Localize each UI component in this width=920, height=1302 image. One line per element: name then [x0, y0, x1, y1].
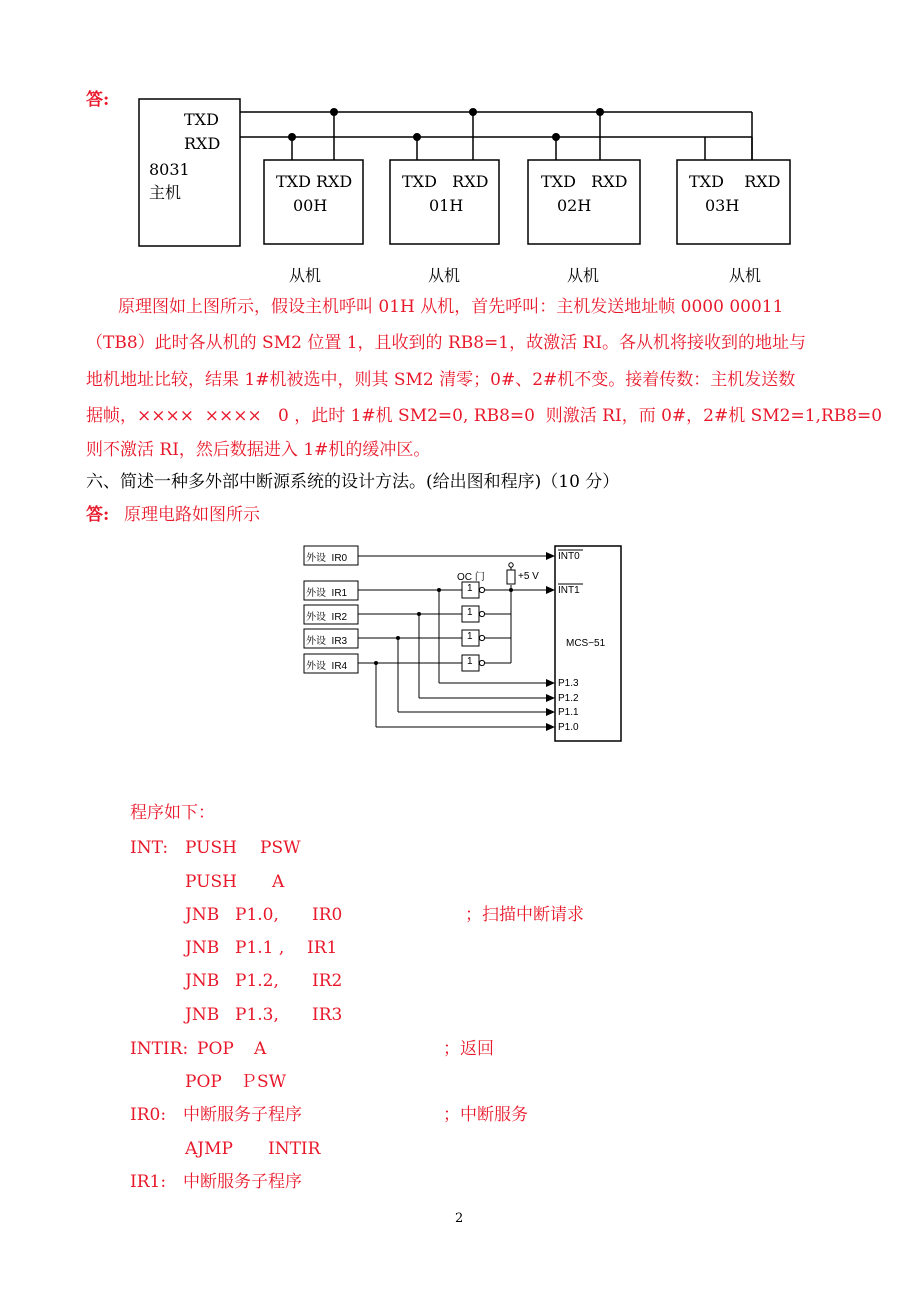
code-op: PUSH: [185, 838, 237, 858]
device-label-ir1: 外设 IR1: [306, 588, 348, 599]
gate-symbol-label: 1: [467, 583, 473, 594]
slave-address-label: 01H: [429, 196, 464, 215]
explanation-line: 据帧，×××× ×××× 0 ，此时 1#机 SM2=0, RB8=0 则激活 RI，而 0#，2#机 SM2=1,RB8=0: [86, 406, 883, 426]
pin-int1-label: INT1: [558, 585, 580, 596]
code-target: IR2: [312, 971, 343, 991]
code-op: PUSH: [185, 872, 237, 892]
code-args: P1.2,: [235, 971, 279, 991]
slave-role-label: 从机: [567, 266, 600, 285]
code-comment: ；中断服务: [443, 1105, 528, 1125]
explanation-line: （TB8）此时各从机的 SM2 位置 1，且收到的 RB8=1，故激活 RI。各从机将接收到的地址与: [86, 333, 807, 353]
mcu-label: MCS−51: [566, 638, 606, 649]
master-chip-label: 8031: [149, 160, 190, 179]
code-op: AJMP: [185, 1139, 233, 1159]
device-label-ir3: 外设 IR3: [306, 636, 348, 647]
page-number: 2: [455, 1211, 464, 1226]
slave-pins-label: TXD RXD: [689, 172, 781, 191]
slave-role-label: 从机: [729, 266, 762, 285]
oc-gate-label: OC 门: [457, 572, 485, 583]
slave-pins-label: TXD RXD: [541, 172, 628, 191]
explanation-line: 地机地址比较，结果 1#机被选中，则其 SM2 清零；0#、2#机不变。接着传数：主机发送数: [86, 370, 796, 390]
question-heading: 六、简述一种多外部中断源系统的设计方法。(给出图和程序)（10 分）: [86, 472, 620, 492]
code-args: INTIR: [268, 1139, 321, 1159]
slave-role-label: 从机: [289, 266, 322, 285]
slave-address-label: 02H: [557, 196, 592, 215]
code-comment: ；扫描中断请求: [465, 905, 584, 925]
code-label: INT:: [130, 838, 169, 858]
pin-p11-label: P1.1: [558, 707, 579, 718]
device-label-ir2: 外设 IR2: [306, 612, 348, 623]
slave-address-label: 03H: [705, 196, 740, 215]
gate-symbol-label: 1: [467, 607, 473, 618]
gate-symbol-label: 1: [467, 631, 473, 642]
code-target: IR3: [312, 1005, 343, 1025]
code-args: ＰSW: [240, 1072, 287, 1092]
gate-symbol-label: 1: [467, 656, 473, 667]
explanation-line: 则不激活 RI，然后数据进入 1#机的缓冲区。: [86, 440, 431, 460]
slave-pins-label: TXD RXD: [276, 172, 353, 191]
program-title: 程序如下：: [130, 803, 215, 823]
code-args: A: [272, 872, 285, 892]
code-op: JNB: [185, 971, 220, 991]
device-label-ir4: 外设 IR4: [306, 661, 348, 672]
slave-pins-label: TXD RXD: [402, 172, 489, 191]
master-rxd-label: RXD: [184, 134, 221, 153]
code-args: P1.0,: [235, 905, 279, 925]
master-txd-label: TXD: [184, 110, 219, 129]
code-comment: ；返回: [443, 1039, 494, 1059]
code-op: 中断服务子程序: [183, 1172, 302, 1192]
answer-label: 答:: [86, 505, 110, 525]
code-op: POP: [185, 1072, 222, 1092]
answer-intro: 原理电路如图所示: [124, 505, 260, 525]
code-label: INTIR:: [130, 1039, 189, 1059]
code-op: POP: [197, 1039, 234, 1059]
code-op: 中断服务子程序: [183, 1105, 302, 1125]
code-op: JNB: [185, 905, 220, 925]
code-op: JNB: [185, 1005, 220, 1025]
pin-p10-label: P1.0: [558, 722, 579, 733]
device-label-ir0: 外设 IR0: [306, 553, 348, 564]
code-args: P1.1 ,: [235, 938, 285, 958]
pin-p13-label: P1.3: [558, 678, 579, 689]
pin-p12-label: P1.2: [558, 693, 579, 704]
vcc-label: +5 V: [518, 571, 539, 582]
code-target: IR1: [307, 938, 338, 958]
code-args: PSW: [260, 838, 301, 858]
code-args: A: [254, 1039, 267, 1059]
code-label: IR0:: [130, 1105, 167, 1125]
pin-int0-label: INT0: [558, 551, 580, 562]
slave-role-label: 从机: [428, 266, 461, 285]
code-label: IR1:: [130, 1172, 167, 1192]
master-role-label: 主机: [149, 183, 182, 202]
code-target: IR0: [312, 905, 343, 925]
slave-address-label: 00H: [293, 196, 328, 215]
code-args: P1.3,: [235, 1005, 279, 1025]
explanation-line: 原理图如上图所示，假设主机呼叫 01H 从机，首先呼叫：主机发送地址帧 0000 00011: [118, 297, 784, 317]
code-op: JNB: [185, 938, 220, 958]
answer-label: 答:: [86, 90, 110, 110]
